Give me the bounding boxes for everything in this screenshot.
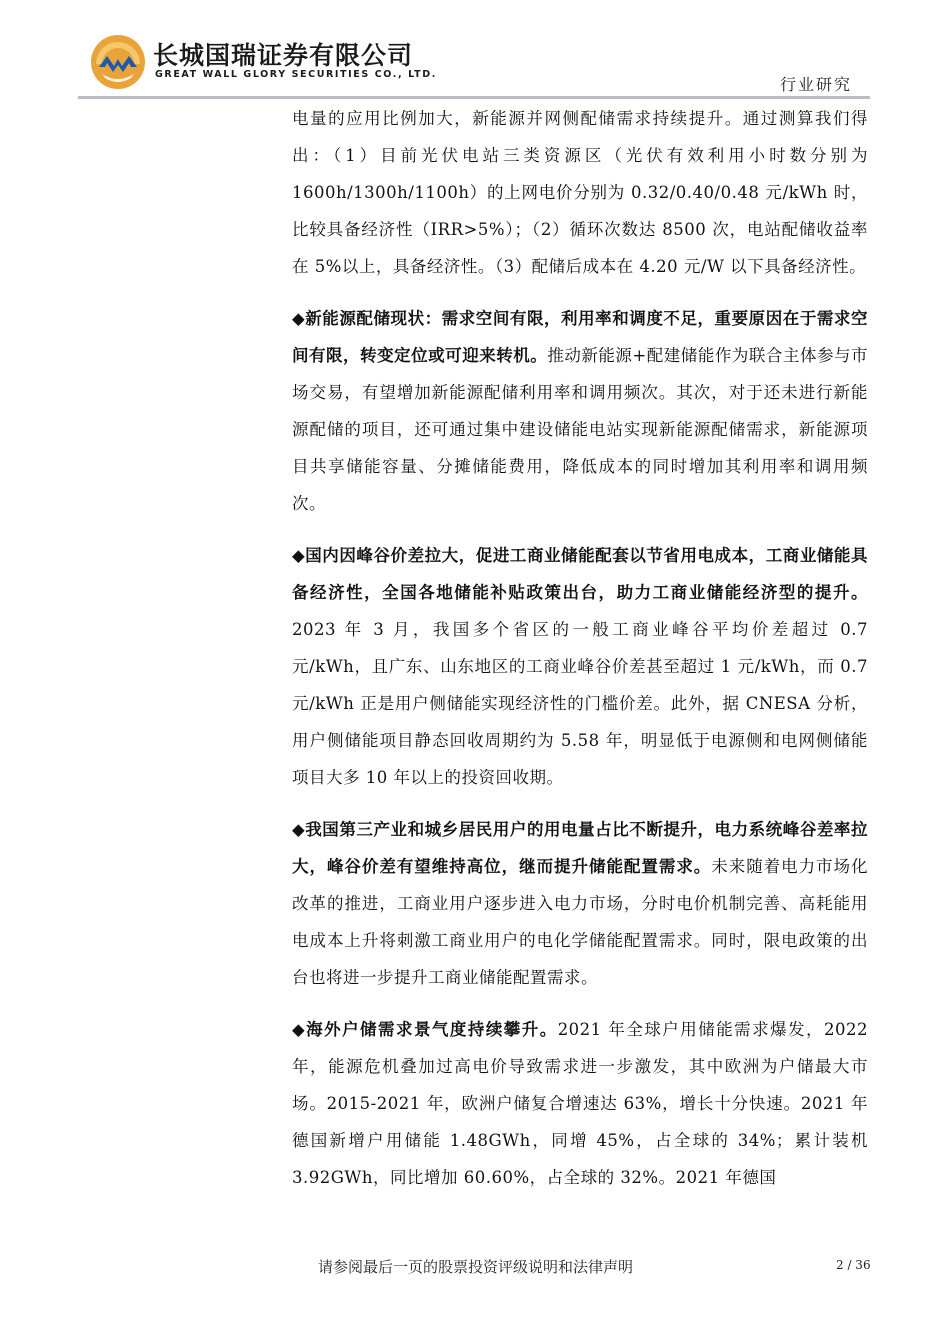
footer-disclaimer: 请参阅最后一页的股票投资评级说明和法律声明	[318, 1258, 634, 1276]
section-label: 行业研究	[780, 75, 853, 94]
paragraph-2-heading: ◆新能源配储现状：需求空间有限，利用率和调度不足，重要原因在于需求空间有限，转变定位或可迎来转机。	[292, 309, 868, 365]
paragraph-3-heading: ◆国内因峰谷价差拉大，促进工商业储能配套以节省用电成本，工商业储能具备经济性，全国各地储能补贴政策出台，助力工商业储能经济型的提升。	[292, 546, 868, 602]
paragraph-5-text: 2021 年全球户用储能需求爆发，2022 年，能源危机叠加过高电价导致需求进一步激发，其中欧洲为户储最大市场。2015-2021 年，欧洲户储复合增速达 63%，增长十分快速。2021 年德国新增户用储能 1.48GWh，同增 45%，占全球的 34%；累计装机 3.92GWh，同比增加 60.60%，占全球的 32%。2021 年德国	[292, 1020, 868, 1187]
paragraph-5-heading: ◆海外户储需求景气度持续攀升。	[292, 1020, 558, 1039]
header-divider	[78, 96, 870, 99]
paragraph-1-text: 电量的应用比例加大，新能源并网侧配储需求持续提升。通过测算我们得出：（1）目前光伏电站三类资源区（光伏有效利用小时数分别为1600h/1300h/1100h）的上网电价分别为 0.32/0.40/0.48 元/kWh 时，比较具备经济性（IRR>5%）；（2）循环次数达 8500 次，电站配储收益率在 5%以上，具备经济性。（3）配储后成本在 4.20 元/W 以下具备经济性。	[292, 109, 868, 276]
paragraph-4	[292, 811, 868, 996]
paragraph-1	[292, 100, 868, 285]
paragraph-3	[292, 537, 868, 796]
paragraph-2	[292, 300, 868, 522]
company-logo-icon	[90, 34, 146, 90]
page-number: 2 / 36	[836, 1258, 871, 1272]
paragraph-3-text: 2023 年 3 月，我国多个省区的一般工商业峰谷平均价差超过 0.7 元/kWh，且广东、山东地区的工商业峰谷价差甚至超过 1 元/kWh，而 0.7 元/kWh 正是用户侧储能实现经济性的门槛价差。此外，据 CNESA 分析，用户侧储能项目静态回收周期约为 5.58 年，明显低于电源侧和电网侧储能项目大多 10 年以上的投资回收期。	[292, 620, 868, 787]
company-name-cn: 长城国瑞证券有限公司	[153, 41, 414, 70]
report-body	[292, 100, 868, 1211]
paragraph-5	[292, 1011, 868, 1196]
company-name-en: GREAT WALL GLORY SECURITIES CO., LTD.	[155, 69, 437, 80]
paragraph-4-text: 未来随着电力市场化改革的推进，工商业用户逐步进入电力市场，分时电价机制完善、高耗能用电成本上升将刺激工商业用户的电化学储能配置需求。同时，限电政策的出台也将进一步提升工商业储能配置需求。	[292, 857, 868, 987]
paragraph-2-text: 推动新能源+配建储能作为联合主体参与市场交易，有望增加新能源配储利用率和调用频次。其次，对于还未进行新能源配储的项目，还可通过集中建设储能电站实现新能源配储需求，新能源项目共享储能容量、分摊储能费用，降低成本的同时增加其利用率和调用频次。	[292, 346, 869, 513]
paragraph-4-heading: ◆我国第三产业和城乡居民用户的用电量占比不断提升，电力系统峰谷差率拉大，峰谷价差有望维持高位，继而提升储能配置需求。	[292, 820, 868, 876]
